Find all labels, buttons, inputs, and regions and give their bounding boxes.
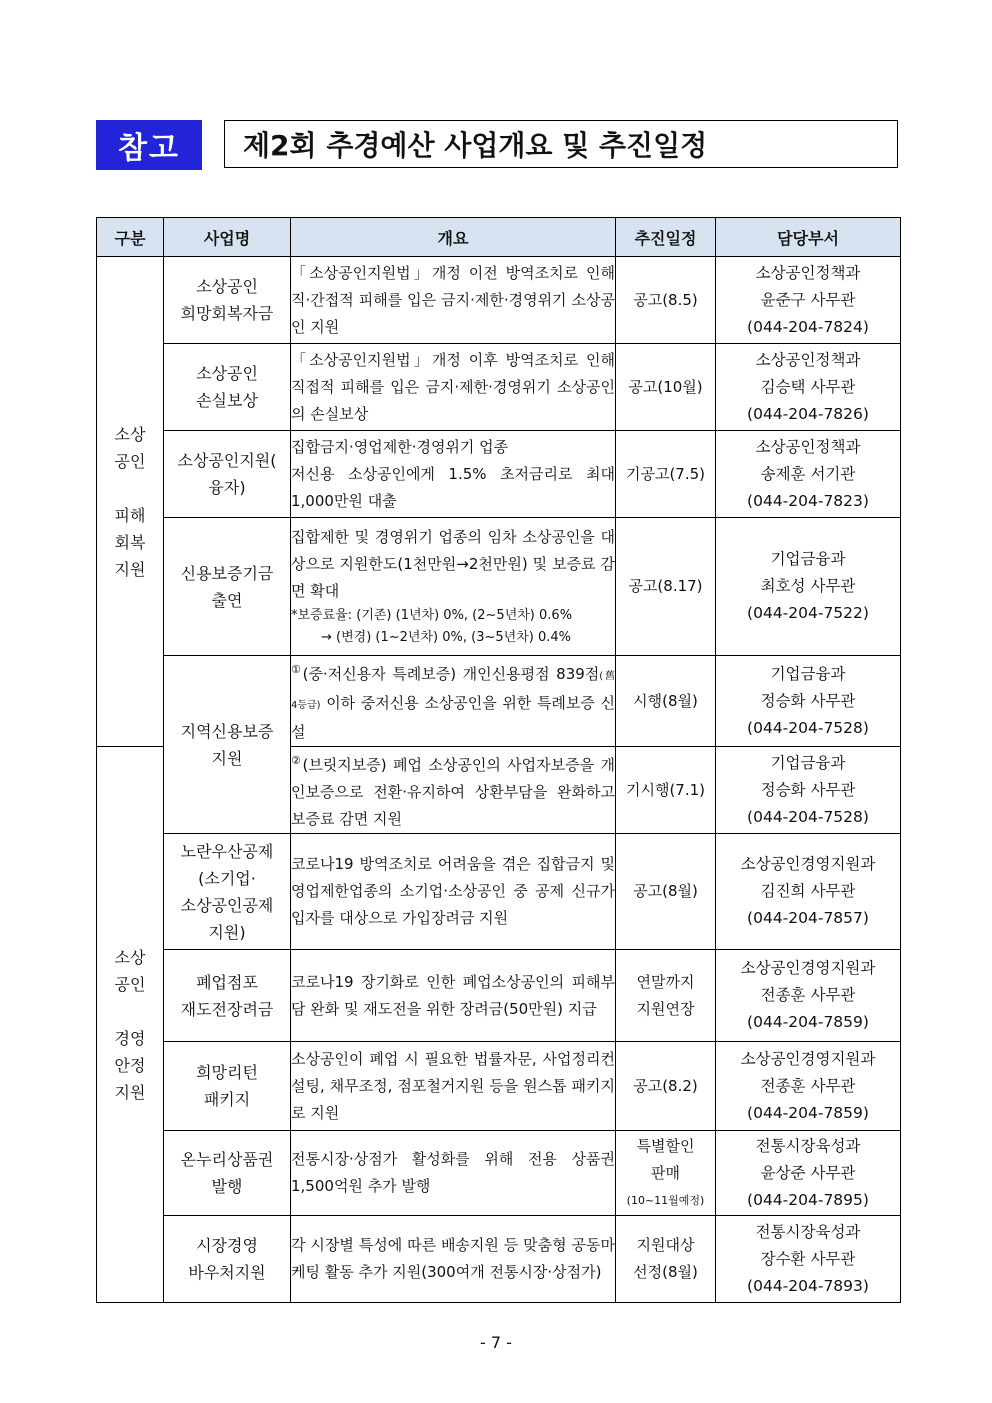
project-name-cell: 지역신용보증 지원 bbox=[164, 656, 291, 834]
schedule-cell: 공고(8.17) bbox=[616, 518, 716, 656]
schedule-cell: 공고(8.2) bbox=[616, 1042, 716, 1131]
project-name-cell: 소상공인 손실보상 bbox=[164, 344, 291, 431]
project-name-cell: 신용보증기금 출연 bbox=[164, 518, 291, 656]
department-cell: 전통시장육성과 장수환 사무관 (044-204-7893) bbox=[716, 1216, 901, 1303]
table-row bbox=[97, 834, 901, 950]
overview-cell: 「소상공인지원법」개정 이전 방역조치로 인해 직·간접적 피해를 입은 금지·제한·경영위기 소상공인 지원 bbox=[291, 257, 616, 344]
overview-cell: 집합제한 및 경영위기 업종의 임차 소상공인을 대상으로 지원한도(1천만원→2천만원) 및 보증료 감면 확대 *보증료율: (기존) (1년차) 0%, (2~5년차) 0.6% → (변경) (1~2년차) 0%, (3~5년차) 0.4% bbox=[291, 518, 616, 656]
table-row bbox=[97, 1131, 901, 1216]
department-cell: 소상공인경영지원과 전종훈 사무관 (044-204-7859) bbox=[716, 950, 901, 1042]
table-row bbox=[97, 257, 901, 344]
circled-number-1: ① bbox=[291, 663, 303, 676]
schedule-cell: 연말까지 지원연장 bbox=[616, 950, 716, 1042]
table-row bbox=[97, 950, 901, 1042]
table-row bbox=[97, 1042, 901, 1131]
overview-cell: 「소상공인지원법」개정 이후 방역조치로 인해 직접적 피해를 입은 금지·제한·경영위기 소상공인의 손실보상 bbox=[291, 344, 616, 431]
table-row bbox=[97, 344, 901, 431]
department-cell: 소상공인정책과 윤준구 사무관 (044-204-7824) bbox=[716, 257, 901, 344]
department-cell: 소상공인정책과 김승택 사무관 (044-204-7826) bbox=[716, 344, 901, 431]
page-title: 제2회 추경예산 사업개요 및 추진일정 bbox=[224, 120, 898, 168]
header-department: 담당부서 bbox=[716, 218, 901, 257]
department-cell: 기업금융과 정승화 사무관 (044-204-7528) bbox=[716, 747, 901, 834]
page-number: - 7 - bbox=[480, 1333, 512, 1352]
project-name-cell: 희망리턴 패키지 bbox=[164, 1042, 291, 1131]
overview-cell: ②(브릿지보증) 폐업 소상공인의 사업자보증을 개인보증으로 전환·유지하여 상환부담을 완화하고 보증료 감면 지원 bbox=[291, 747, 616, 834]
overview-cell: ①(중·저신용자 특례보증) 개인신용평점 839점(舊 4등급) 이하 중저신용 소상공인을 위한 특례보증 신설 bbox=[291, 656, 616, 747]
overview-cell: 집합금지·영업제한·경영위기 업종 저신용 소상공인에게 1.5% 초저금리로 최대 1,000만원 대출 bbox=[291, 431, 616, 518]
project-name-cell: 폐업점포 재도전장려금 bbox=[164, 950, 291, 1042]
header-schedule: 추진일정 bbox=[616, 218, 716, 257]
schedule-cell: 공고(10월) bbox=[616, 344, 716, 431]
table-row bbox=[97, 656, 901, 747]
project-name-cell: 소상공인 희망회복자금 bbox=[164, 257, 291, 344]
circled-number-2: ② bbox=[291, 754, 303, 767]
schedule-cell: 기시행(7.1) bbox=[616, 747, 716, 834]
guarantee-rate-change-note: → (변경) (1~2년차) 0%, (3~5년차) 0.4% bbox=[321, 630, 571, 645]
project-name-cell: 노란우산공제 (소기업· 소상공인공제 지원) bbox=[164, 834, 291, 950]
department-cell: 소상공인경영지원과 전종훈 사무관 (044-204-7859) bbox=[716, 1042, 901, 1131]
department-cell: 전통시장육성과 윤상준 사무관 (044-204-7895) bbox=[716, 1131, 901, 1216]
category-cell: 소상 공인 피해 회복 지원 bbox=[97, 257, 164, 747]
overview-cell: 코로나19 장기화로 인한 폐업소상공인의 피해부담 완화 및 재도전을 위한 장려금(50만원) 지급 bbox=[291, 950, 616, 1042]
project-name-cell: 시장경영 바우처지원 bbox=[164, 1216, 291, 1303]
overview-cell: 전통시장·상점가 활성화를 위해 전용 상품권 1,500억원 추가 발행 bbox=[291, 1131, 616, 1216]
schedule-cell: 지원대상 선정(8월) bbox=[616, 1216, 716, 1303]
table-header-row bbox=[97, 218, 901, 257]
department-cell: 소상공인정책과 송제훈 서기관 (044-204-7823) bbox=[716, 431, 901, 518]
department-cell: 기업금융과 최호성 사무관 (044-204-7522) bbox=[716, 518, 901, 656]
table-row bbox=[97, 431, 901, 518]
project-name-cell: 온누리상품권 발행 bbox=[164, 1131, 291, 1216]
section-header bbox=[96, 120, 898, 170]
header-category: 구분 bbox=[97, 218, 164, 257]
schedule-cell: 특별할인 판매 (10~11월예정) bbox=[616, 1131, 716, 1216]
reference-badge: 참고 bbox=[96, 120, 202, 170]
table-row bbox=[97, 1216, 901, 1303]
overview-cell: 각 시장별 특성에 따른 배송지원 등 맞춤형 공동마케팅 활동 추가 지원(300여개 전통시장·상점가) bbox=[291, 1216, 616, 1303]
department-cell: 기업금융과 정승화 사무관 (044-204-7528) bbox=[716, 656, 901, 747]
category-cell: 소상 공인 경영 안정 지원 bbox=[97, 747, 164, 1303]
budget-table bbox=[96, 217, 901, 1303]
overview-cell: 소상공인이 폐업 시 필요한 법률자문, 사업정리컨설팅, 채무조정, 점포철거지원 등을 원스톱 패키지로 지원 bbox=[291, 1042, 616, 1131]
project-name-cell: 소상공인지원( 융자) bbox=[164, 431, 291, 518]
department-cell: 소상공인경영지원과 김진희 사무관 (044-204-7857) bbox=[716, 834, 901, 950]
guarantee-rate-note: *보증료율: (기존) (1년차) 0%, (2~5년차) 0.6% bbox=[291, 608, 573, 623]
schedule-cell: 기공고(7.5) bbox=[616, 431, 716, 518]
schedule-cell: 공고(8.5) bbox=[616, 257, 716, 344]
header-project-name: 사업명 bbox=[164, 218, 291, 257]
schedule-cell: 공고(8월) bbox=[616, 834, 716, 950]
header-overview: 개요 bbox=[291, 218, 616, 257]
schedule-cell: 시행(8월) bbox=[616, 656, 716, 747]
table-row bbox=[97, 518, 901, 656]
overview-cell: 코로나19 방역조치로 어려움을 겪은 집합금지 및 영업제한업종의 소기업·소상공인 중 공제 신규가입자를 대상으로 가입장려금 지원 bbox=[291, 834, 616, 950]
